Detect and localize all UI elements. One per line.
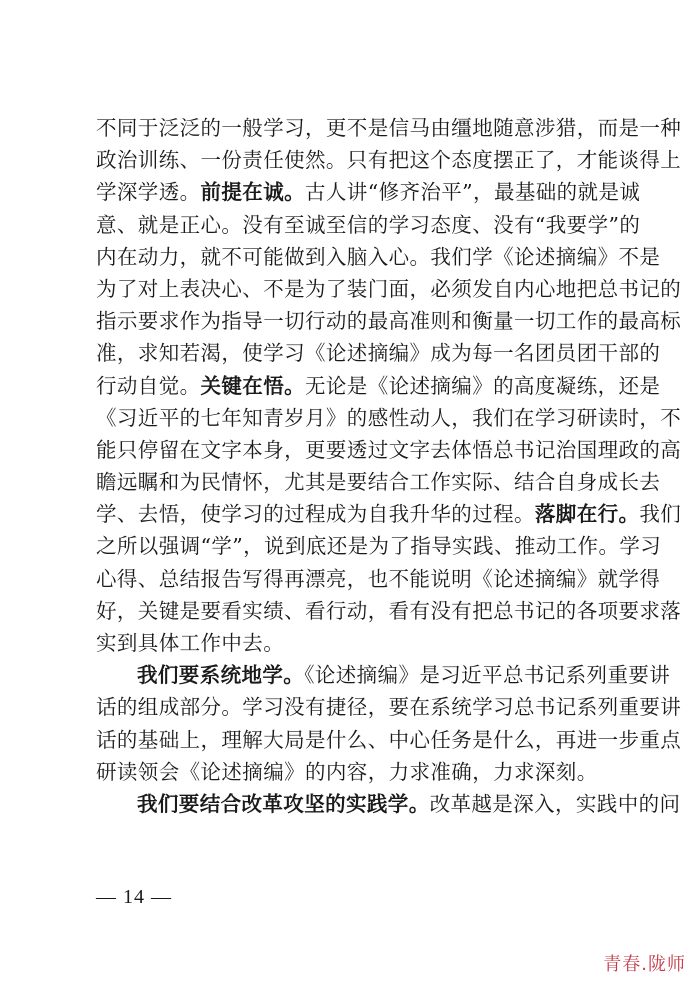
line-text: 为了对上表决心、不是为了装门面，必须发自内心地把总书记的 <box>96 276 682 301</box>
line-text: 不同于泛泛的一般学习，更不是信马由缰地随意涉猎，而是一种 <box>96 116 682 140</box>
line-text: 学、去悟，使学习的过程成为自我升华的过程。 <box>96 502 535 527</box>
line-text: 研读领会《论述摘编》的内容，力求准确，力求深刻。 <box>96 759 598 784</box>
text-line <box>96 305 682 337</box>
text-line <box>96 627 616 659</box>
line-text: 能只停留在文字本身，更要透过文字去体悟总书记治国理政的高 <box>96 437 682 462</box>
text-line <box>96 176 641 208</box>
body-text <box>96 112 682 820</box>
section-lead: 我们要系统地学。 <box>137 663 305 688</box>
watermark-logo: 青春.陇师 <box>603 954 686 975</box>
line-text: 准，求知若渴，使学习《论述摘编》成为每一名团员团干部的 <box>96 341 661 366</box>
text-line <box>96 337 661 369</box>
text-line <box>96 659 671 691</box>
keyword-heading: 前提在诚。 <box>200 180 305 205</box>
text-line <box>96 498 682 530</box>
text-line <box>96 144 682 176</box>
line-text: 《论述摘编》是习近平总书记系列重要讲 <box>304 663 671 688</box>
line-text: 实到具体工作中去。 <box>96 631 285 655</box>
section-lead: 我们要结合改革攻坚的实践学。 <box>137 791 430 816</box>
text-line <box>96 724 682 756</box>
text-line <box>96 434 682 466</box>
line-text: 学深学透。 <box>96 180 201 205</box>
line-text: 政治训练、一份责任使然。只有把这个态度摆正了，才能谈得上 <box>96 148 682 173</box>
keyword-heading: 关键在悟。 <box>200 373 305 398</box>
text-line <box>96 241 661 273</box>
line-text: 内在动力，就不可能做到入脑入心。我们学《论述摘编》不是 <box>96 244 661 269</box>
line-text: 心得、总结报告写得再漂亮，也不能说明《论述摘编》就学得 <box>96 566 661 591</box>
text-line <box>96 466 661 498</box>
line-text: 话的组成部分。学习没有捷径，要在系统学习总书记系列重要讲 <box>96 695 682 720</box>
text-line <box>96 756 616 788</box>
text-line <box>96 112 682 144</box>
keyword-heading: 落脚在行。 <box>534 502 640 527</box>
line-text: 指示要求作为指导一切行动的最高准则和衡量一切工作的最高标 <box>96 309 682 334</box>
line-text: 我们 <box>639 502 682 527</box>
line-text: 瞻远瞩和为民情怀，尤其是要结合工作实际、结合自身成长去 <box>96 470 661 495</box>
line-text: 话的基础上，理解大局是什么、中心任务是什么，再进一步重点 <box>96 727 682 752</box>
line-text: 古人讲“修齐治平”，最基础的就是诚 <box>305 180 641 205</box>
line-text: 《习近平的七年知青岁月》的感性动人，我们在学习研读时，不 <box>96 405 682 430</box>
line-text: 行动自觉。 <box>96 373 201 398</box>
text-line <box>96 370 661 402</box>
line-text: 好，关键是要看实绩、看行动，看有没有把总书记的各项要求落 <box>96 598 682 623</box>
text-line <box>96 273 682 305</box>
text-line <box>96 563 661 595</box>
line-text: 之所以强调“学”，说到底还是为了指导实践、推动工作。学习 <box>96 534 662 559</box>
text-line <box>96 691 682 723</box>
line-text: 无论是《论述摘编》的高度凝练，还是 <box>305 373 661 398</box>
text-line <box>96 788 681 820</box>
text-line <box>96 402 682 434</box>
text-line <box>96 530 662 562</box>
text-line <box>96 209 641 241</box>
page-number: — 14 — <box>96 886 172 908</box>
line-text: 意、就是正心。没有至诚至信的学习态度、没有“我要学”的 <box>96 212 641 237</box>
text-line <box>96 595 682 627</box>
line-text: 改革越是深入，实践中的问 <box>429 791 681 816</box>
